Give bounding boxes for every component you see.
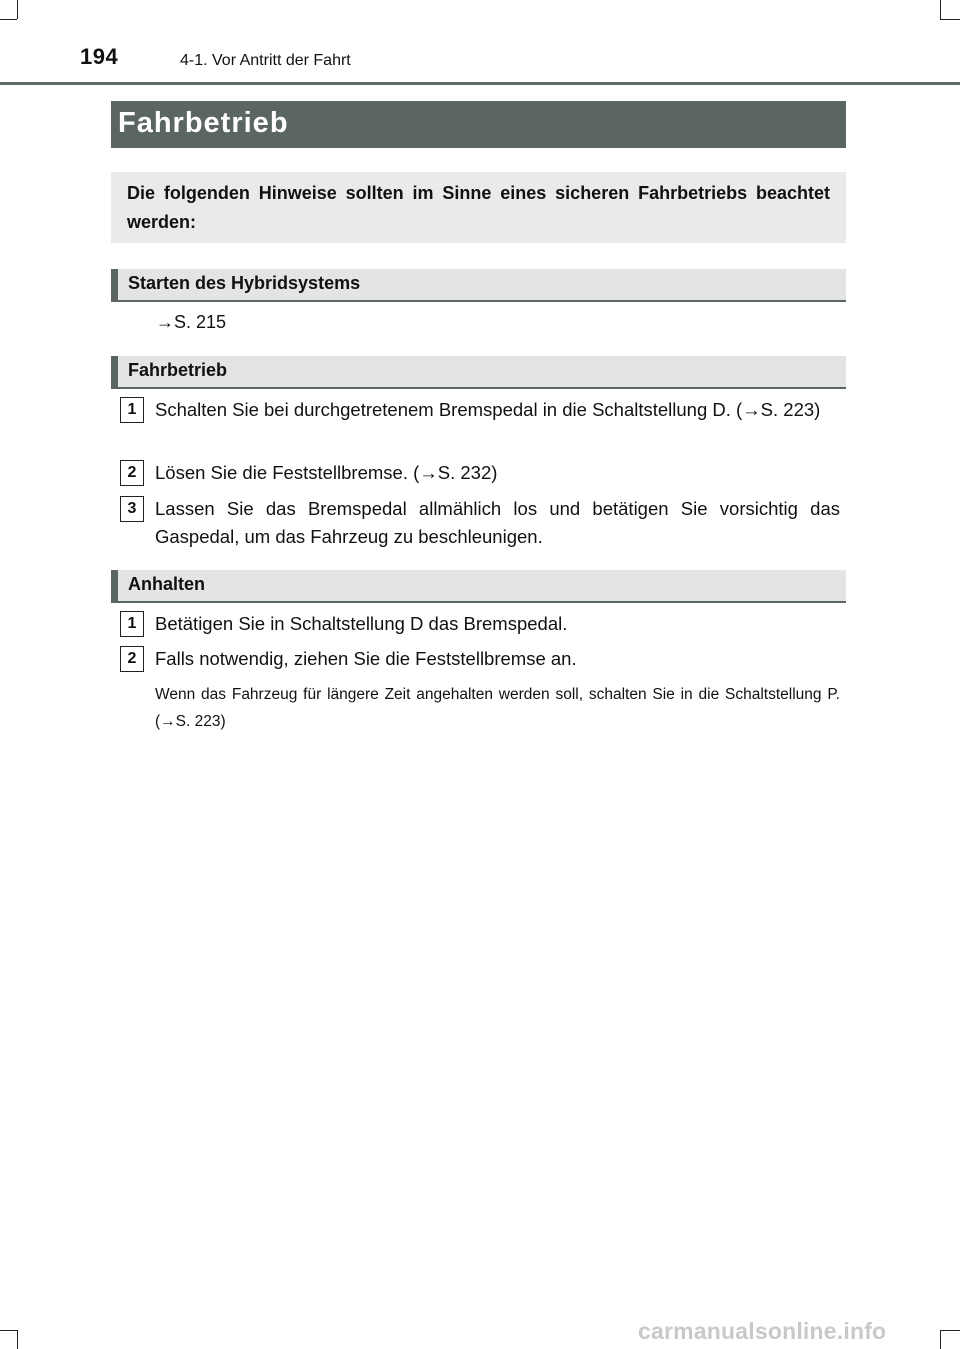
page-number: 194 <box>80 44 119 69</box>
header-divider <box>0 82 960 85</box>
intro-box <box>111 172 846 243</box>
step-text: Lassen Sie das Bremspedal allmählich los und betätigen Sie vorsichtig das Gaspedal, um das Fahrzeug zu beschleunigen. <box>155 498 840 547</box>
step-number-badge: 3 <box>120 496 144 522</box>
page-title: Fahrbetrieb <box>111 101 846 148</box>
step-number-badge: 2 <box>120 646 144 672</box>
section-heading-drive: Fahrbetrieb <box>111 356 846 389</box>
crop-mark <box>940 19 960 20</box>
step-text: Betätigen Sie in Schaltstellung D das Bremspedal. <box>155 613 568 634</box>
step-number-badge: 2 <box>120 460 144 486</box>
crop-mark <box>940 1330 960 1331</box>
section-heading-start: Starten des Hybridsystems <box>111 269 846 302</box>
crop-mark <box>940 1330 941 1349</box>
step-text: Schalten Sie bei durchgetretenem Bremspedal in die Schaltstellung D. (→S. 223) <box>155 399 821 420</box>
section-heading-stop: Anhalten <box>111 570 846 603</box>
watermark: carmanualsonline.info <box>638 1318 887 1344</box>
crop-mark <box>0 19 17 20</box>
intro-text: Die folgenden Hinweise sollten im Sinne eines sicheren Fahrbetriebs beachtet werden: <box>127 183 830 232</box>
page-reference: →S. 215 <box>156 312 227 332</box>
step-number-badge: 1 <box>120 397 144 423</box>
crop-mark <box>17 0 18 19</box>
crop-mark <box>17 1330 18 1349</box>
step-text: Falls notwendig, ziehen Sie die Feststellbremse an. <box>155 648 577 669</box>
step-text: Lösen Sie die Feststellbremse. (→S. 232) <box>155 462 498 483</box>
chapter-title: 4-1. Vor Antritt der Fahrt <box>180 52 351 69</box>
crop-mark <box>940 0 941 19</box>
crop-mark <box>0 1330 17 1331</box>
step-number-badge: 1 <box>120 611 144 637</box>
note-text: Wenn das Fahrzeug für längere Zeit angehalten werden soll, schalten Sie in die Schaltstellung P. (→S. 223) <box>155 686 840 730</box>
